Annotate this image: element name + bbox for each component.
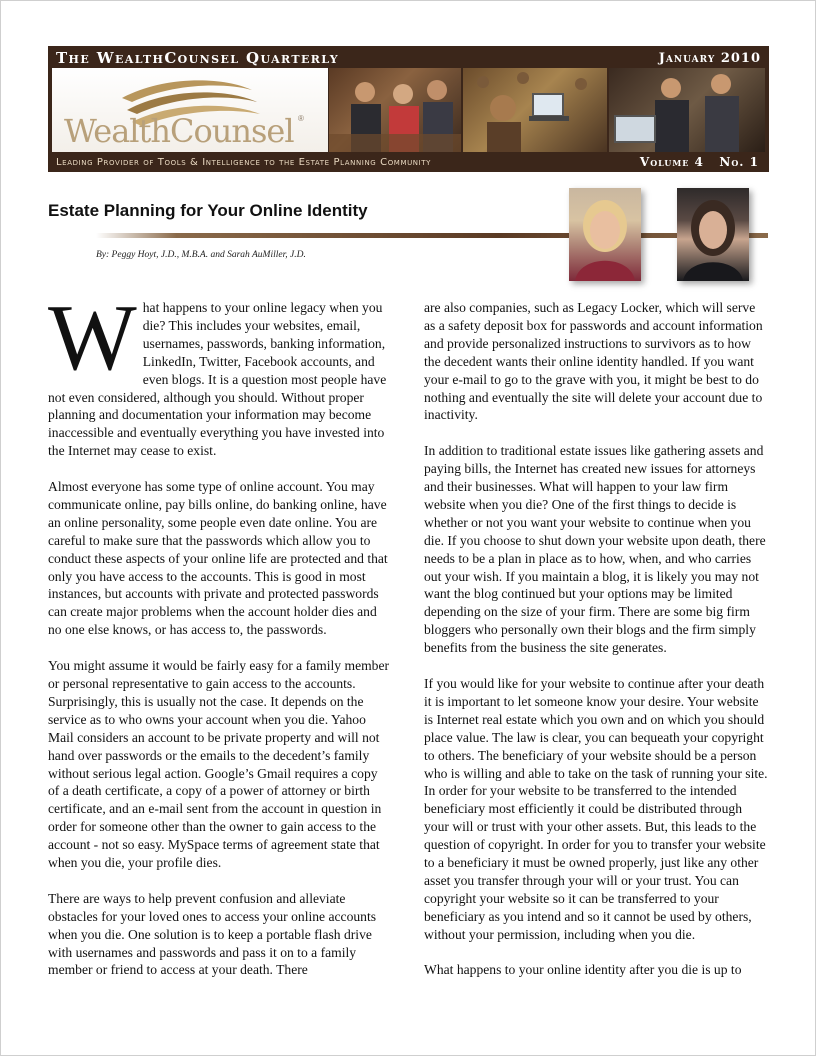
logo-wordmark: WealthCounsel: [64, 112, 294, 150]
paragraph: If you would like for your website to continue after your death it is important to let someone know your desire. Your website is Internet real estate which you own and on which you should place value. The law is clear, you can bequeath your copyright to others. The beneficiary of your website should be a person who is willing and able to take on the task of running your site. In order for your website to be transferred to the intended beneficiary most efficiently it could be distributed through your will or trust with your other assets. But, this leads to the question of copyright. In order for you to transfer your website to a beneficiary it must be owned properly, just like any other asset you transfer through your will or your trust. You can copyright your website so it can be transferred to your beneficiary as you intend and so it cannot be used by others, without your permission, including when you die.: [424, 676, 768, 942]
masthead-photo-handshake: [329, 68, 461, 152]
paragraph: In addition to traditional estate issues like gathering assets and paying bills, the Internet has created new issues for attorneys and their businesses. What will happen to your law firm website when you die? One of the first things to decide is whether or not you want your website to continue when you die. If you choose to shut down your website upon death, there needs to be a plan in place as to how, when, and who carries out your wish. If you maintain a blog, it is likely you may not want the blog continued but your options may be limited depending on the size of your firm. There are some big firm bloggers who personally own their blogs and the firm simply benefits from the business the site generates.: [424, 443, 766, 656]
issue-date: January 2010: [658, 50, 761, 66]
masthead-photo-seminar: [463, 68, 607, 152]
paragraph: There are ways to help prevent confusion and alleviate obstacles for your loved ones to access your online accounts when you die. One solution is to keep a portable flash drive with usernames and passwords and pass it on to a family member or friend to access at your death. There: [48, 890, 377, 978]
paragraph: You might assume it would be fairly easy for a family member or personal representative to gain access to the accounts. Surprisingly, this is usually not the case. It depends on the service as to who owns your account when you die. Yahoo Mail considers an account to be private property and will not hand over passwords or the emails to the decedent’s family without serious legal action. Google’s Gmail requires a copy of a death certificate, a copy of a power of attorney or birth certificate, and an e-mail sent from the account in question in order for someone other than the owner to gain access to the account - not so easy. MySpace terms of agreement state that when you die, your profile dies.: [48, 658, 390, 871]
author-photo-sarah-aumiller: [677, 188, 749, 281]
newsletter-title: The WealthCounsel Quarterly: [56, 49, 339, 67]
masthead: [48, 46, 769, 172]
paragraph: are also companies, such as Legacy Locker, which will serve as a safety deposit box for passwords and account information and provide personalized instructions to survivors as to how the decedent wants their online identity handled. If you want your e-mail to go to the grave with you, it might be best to do nothing and eventually the site will delete your account due to inactivity.: [424, 300, 763, 423]
paragraph: Almost everyone has some type of online account. You may communicate online, pay bills online, do banking online, have an online personality, some people even date online. You are careful to make sure that the passwords which allow you to conduct these aspects of your online life are protected and that only you have access to the accounts. This is good in most instances, but accounts with private and protected passwords can create major problems when the account holder dies and no one else knows, or has access to, the passwords.: [48, 479, 388, 638]
masthead-photo-office: [609, 68, 765, 152]
masthead-top-bar: [52, 49, 765, 67]
article-column-left: [48, 286, 392, 997]
registered-mark: ®: [298, 114, 304, 123]
drop-cap: W: [48, 286, 137, 390]
volume-number: Volume 4 No. 1: [639, 155, 759, 169]
wealthcounsel-logo: [52, 68, 328, 152]
paragraph-text: hat happens to your online legacy when you die? This includes your websites, email, usernames, passwords, banking information, LinkedIn, Twitter, Facebook accounts, and even blogs. It is a question most people have not even considered, although you should. Without proper planning and documentation your information may become inaccessible and eventually everything you have invested into the Internet may cease to exist.: [48, 300, 387, 459]
article-title: Estate Planning for Your Online Identity: [48, 201, 368, 220]
masthead-bottom-bar: [52, 154, 765, 170]
article-column-right: [424, 299, 768, 997]
paragraph: What happens to your online identity after you die is up to: [424, 962, 742, 978]
tagline: Leading Provider of Tools & Intelligence to the Estate Planning Community: [56, 156, 432, 168]
title-rule: [96, 233, 768, 238]
byline: By: Peggy Hoyt, J.D., M.B.A. and Sarah AuMiller, J.D.: [96, 250, 306, 260]
paragraph: [48, 286, 392, 460]
author-photo-peggy-hoyt: [569, 188, 641, 281]
